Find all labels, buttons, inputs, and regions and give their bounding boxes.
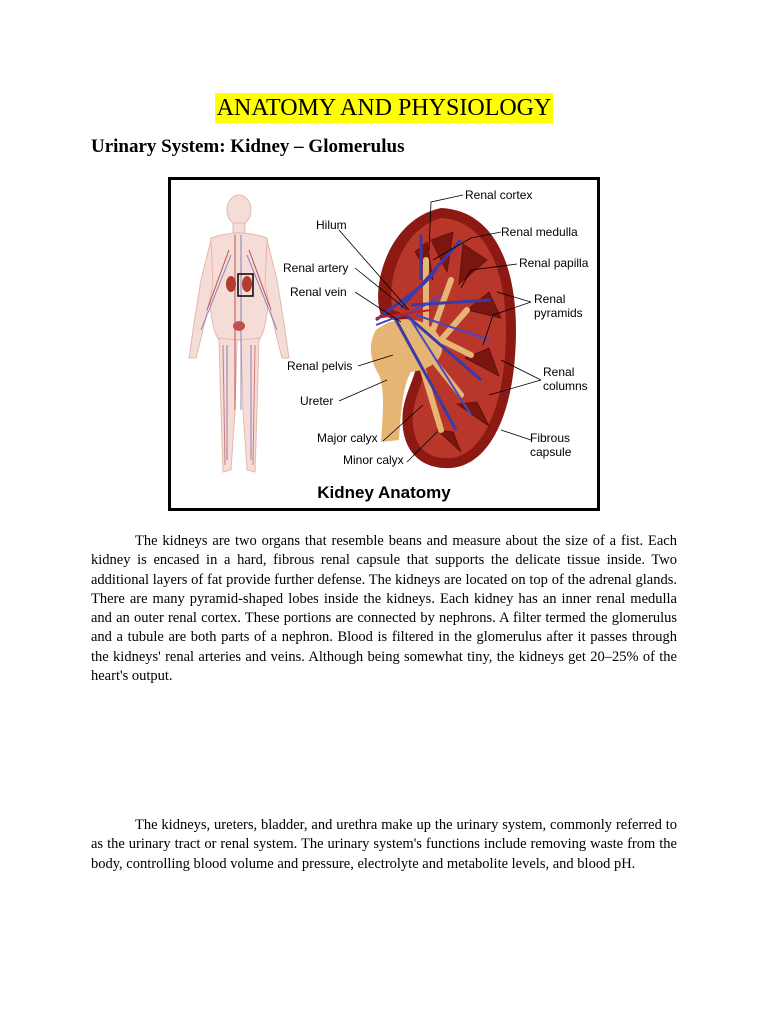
label-minor-calyx: Minor calyx (343, 453, 404, 467)
label-renal-pelvis: Renal pelvis (287, 359, 353, 373)
label-renal-columns-line1: Renal (543, 365, 575, 379)
paragraph-kidneys (91, 532, 677, 686)
label-renal-cortex: Renal cortex (465, 188, 533, 202)
kidney-cross-section (371, 208, 516, 468)
label-renal-pyramids-line2: pyramids (534, 306, 583, 320)
label-major-calyx: Major calyx (317, 431, 378, 445)
body-kidney-right (242, 276, 252, 292)
body-bladder (233, 321, 245, 331)
label-renal-artery: Renal artery (283, 261, 349, 275)
kidney-anatomy-illustration (171, 180, 597, 508)
figure-caption: Kidney Anatomy (317, 483, 451, 502)
title-wrapper (0, 93, 768, 123)
label-fibrous-capsule-line1: Fibrous (530, 431, 571, 445)
paragraph-1-text: The kidneys are two organs that resemble beans and measure about the size of a fist. Each kidney is encased in a hard, fibrous renal capsule that supports the delicate tissue inside. Two additional layers of fat provide further defense. The kidneys are located on top of the adrenal glands. There are many pyramid-shaped lobes inside the kidneys. Each kidney has an inner renal medulla and an outer renal cortex. These portions are connected by nephrons. A filter termed the glomerulus and a tubule are both parts of a nephron. Blood is filtered in the glomerulus after it passes through the kidneys' renal arteries and veins. Although being somewhat tiny, the kidneys get 20–25% of the heart's output. (91, 533, 677, 685)
label-renal-pyramids-line1: Renal (534, 292, 566, 306)
kidney-anatomy-figure (168, 177, 600, 511)
label-renal-columns-line2: columns (543, 379, 588, 393)
label-renal-vein: Renal vein (290, 285, 347, 299)
label-hilum: Hilum (316, 218, 347, 232)
document-title: ANATOMY AND PHYSIOLOGY (216, 95, 552, 121)
label-renal-papilla: Renal papilla (519, 256, 589, 270)
paragraph-2-text: The kidneys, ureters, bladder, and urethra make up the urinary system, commonly referred to as the urinary tract or renal system. The urinary system's functions include removing waste from the body, controlling blood volume and pressure, electrolyte and metabolite levels, and blood pH. (91, 817, 677, 872)
paragraph-urinary-system (91, 816, 677, 874)
human-body-illustration (189, 195, 289, 472)
label-fibrous-capsule-line2: capsule (530, 445, 572, 459)
section-heading: Urinary System: Kidney – Glomerulus (91, 136, 405, 157)
body-kidney-left (226, 276, 236, 292)
label-renal-medulla: Renal medulla (501, 225, 578, 239)
label-ureter: Ureter (300, 394, 334, 408)
